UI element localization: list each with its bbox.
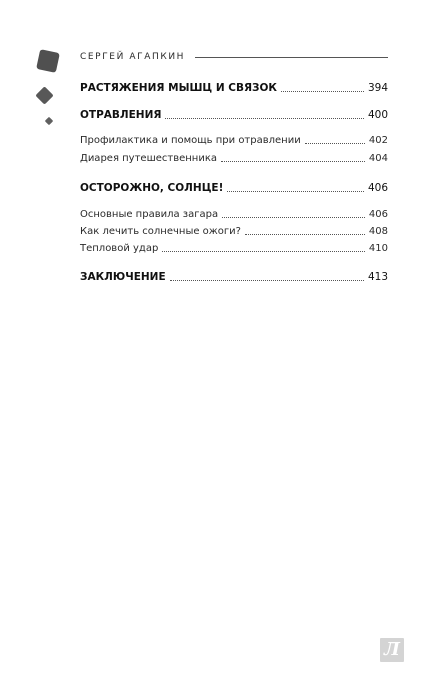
header-rule <box>195 57 388 58</box>
publisher-logo-letter: Л <box>384 639 400 660</box>
dot-leader <box>165 117 363 119</box>
dot-leader <box>245 233 365 235</box>
dot-leader <box>281 90 364 92</box>
toc-entry-page: 402 <box>368 135 388 146</box>
toc-entry-page: 408 <box>368 226 388 237</box>
toc-entry-conclusion[interactable] <box>80 268 388 284</box>
running-header <box>80 49 388 65</box>
dot-leader <box>170 279 364 281</box>
dot-leader <box>162 250 365 252</box>
toc-entry-page: 406 <box>367 182 388 194</box>
toc-entry-title: Тепловой удар <box>80 243 159 254</box>
toc-entry-tanning-rules[interactable] <box>80 205 388 221</box>
toc-entry-page: 406 <box>368 209 388 220</box>
decorative-square-large <box>36 49 60 73</box>
toc-entry-travelers-diarrhea[interactable] <box>80 149 388 165</box>
toc-entry-title: ОТРАВЛЕНИЯ <box>80 109 162 121</box>
dot-leader <box>222 216 365 218</box>
toc-entry-title: ЗАКЛЮЧЕНИЕ <box>80 271 166 283</box>
publisher-logo <box>380 638 404 662</box>
dot-leader <box>221 160 365 162</box>
toc-entry-poisoning[interactable] <box>80 106 388 122</box>
toc-entry-page: 394 <box>367 82 388 94</box>
dot-leader <box>305 142 365 144</box>
toc-entry-title: ОСТОРОЖНО, СОЛНЦЕ! <box>80 182 224 194</box>
toc-entry-title: Как лечить солнечные ожоги? <box>80 226 241 237</box>
decorative-square-small <box>45 117 53 125</box>
dot-leader <box>227 190 364 192</box>
toc-entry-page: 413 <box>367 271 388 283</box>
toc-entry-title: Основные правила загара <box>80 209 219 220</box>
toc-entry-heatstroke[interactable] <box>80 239 388 255</box>
toc-entry-title: РАСТЯЖЕНИЯ МЫШЦ И СВЯЗОК <box>80 82 278 94</box>
toc-entry-sun-caution[interactable] <box>80 179 388 195</box>
author-name: СЕРГЕЙ АГАПКИН <box>80 52 186 62</box>
toc-entry-title: Профилактика и помощь при отравлении <box>80 135 301 146</box>
toc-entry-page: 400 <box>367 109 388 121</box>
toc-entry-sprains[interactable] <box>80 79 388 95</box>
toc-entry-poisoning-prevention[interactable] <box>80 131 388 147</box>
toc-entry-title: Диарея путешественника <box>80 153 217 164</box>
toc-entry-sunburn-treatment[interactable] <box>80 222 388 238</box>
toc-entry-page: 410 <box>368 243 388 254</box>
decorative-square-medium <box>35 86 53 104</box>
toc-entry-page: 404 <box>368 153 388 164</box>
